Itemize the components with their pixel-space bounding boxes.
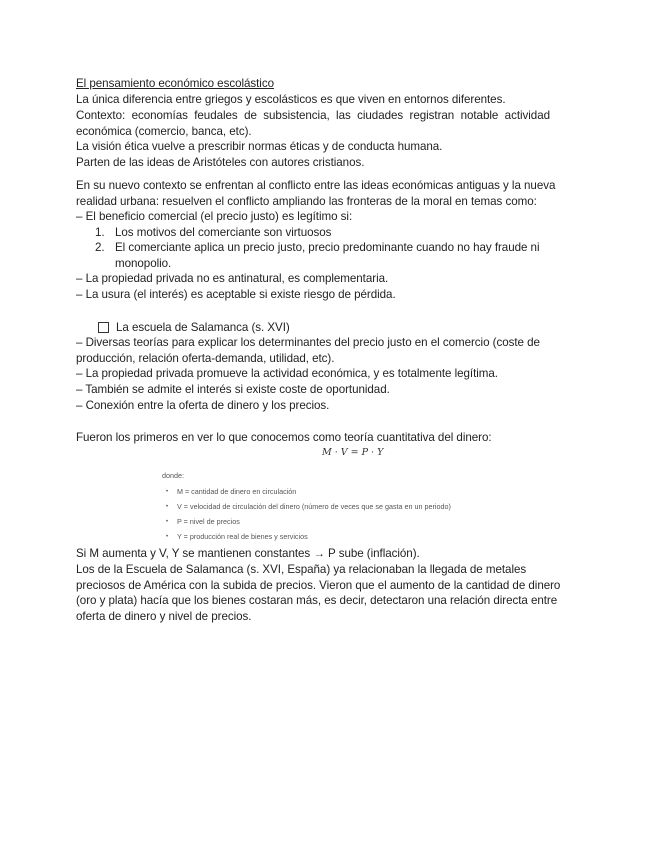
salamanca-line-4: – También se admite el interés si existe coste de oportunidad.	[76, 383, 390, 396]
conflict-line-2: realidad urbana: resuelven el conflicto ampliando las fronteras de la moral en temas como:	[76, 195, 537, 208]
bullet-icon: •	[166, 519, 169, 525]
conflict-line-3: – El beneficio comercial (el precio justo) es legítimo si:	[76, 210, 353, 223]
salamanca-line-1: – Diversas teorías para explicar los determinantes del precio justo en el comercio (coste de	[76, 336, 540, 349]
bullet-icon: •	[166, 489, 169, 495]
conclusion-line-1: Si M aumenta y V, Y se mantienen constantes → P sube (inflación).	[76, 547, 420, 560]
salamanca-heading: La escuela de Salamanca (s. XVI)	[116, 321, 290, 334]
conflict-line-1: En su nuevo contexto se enfrentan al conflicto entre las ideas económicas antiguas y la nueva	[76, 179, 556, 192]
numbered-item-2-cont: monopolio.	[115, 257, 172, 270]
salamanca-line-2: producción, relación oferta-demanda, utilidad, etc).	[76, 352, 335, 365]
numbered-item-1: Los motivos del comerciante son virtuosos	[115, 226, 332, 239]
intro-line-5: Parten de las ideas de Aristóteles con autores cristianos.	[76, 156, 365, 169]
intro-line-3: económica (comercio, banca, etc).	[76, 125, 252, 138]
conclusion-line-5: oferta de dinero y nivel de precios.	[76, 610, 252, 623]
conclusion-line-2: Los de la Escuela de Salamanca (s. XVI, España) ya relacionaban la llegada de metales	[76, 563, 527, 576]
quantity-formula: M · V = P · Y	[322, 447, 384, 458]
def-m: M = cantidad de dinero en circulación	[177, 487, 297, 496]
conflict-after-2: – La usura (el interés) es aceptable si existe riesgo de pérdida.	[76, 288, 396, 301]
def-p: P = nivel de precios	[177, 517, 240, 526]
document-title: El pensamiento económico escolástico	[76, 77, 274, 90]
conflict-after-1: – La propiedad privada no es antinatural, es complementaria.	[76, 272, 389, 285]
quantity-intro: Fueron los primeros en ver lo que conocemos como teoría cuantitativa del dinero:	[76, 431, 492, 444]
salamanca-line-5: – Conexión entre la oferta de dinero y los precios.	[76, 399, 330, 412]
numbered-item-2: El comerciante aplica un precio justo, precio predominante cuando no hay fraude ni	[115, 241, 540, 254]
checkbox[interactable]	[98, 322, 109, 333]
conclusion-line-3: preciosos de América con la subida de precios. Vieron que el aumento de la cantidad de dinero	[76, 579, 561, 592]
numbered-marker-1: 1.	[95, 226, 105, 239]
intro-line-4: La visión ética vuelve a prescribir normas éticas y de conducta humana.	[76, 140, 443, 153]
numbered-marker-2: 2.	[95, 241, 105, 254]
bullet-icon: •	[166, 534, 169, 540]
bullet-icon: •	[166, 504, 169, 510]
conclusion-line-4: (oro y plata) hacía que los bienes costaran más, es decir, detectaron una relación directa entre	[76, 594, 558, 607]
def-v: V = velocidad de circulación del dinero (número de veces que se gasta en un periodo)	[177, 502, 451, 511]
def-y: Y = producción real de bienes y servicios	[177, 532, 308, 541]
salamanca-line-3: – La propiedad privada promueve la actividad económica, y es totalmente legítima.	[76, 367, 498, 380]
donde-label: donde:	[162, 471, 184, 480]
intro-line-2: Contexto: economías feudales de subsistencia, las ciudades registran notable actividad	[76, 109, 550, 122]
intro-line-1: La única diferencia entre griegos y escolásticos es que viven en entornos diferentes.	[76, 93, 506, 106]
